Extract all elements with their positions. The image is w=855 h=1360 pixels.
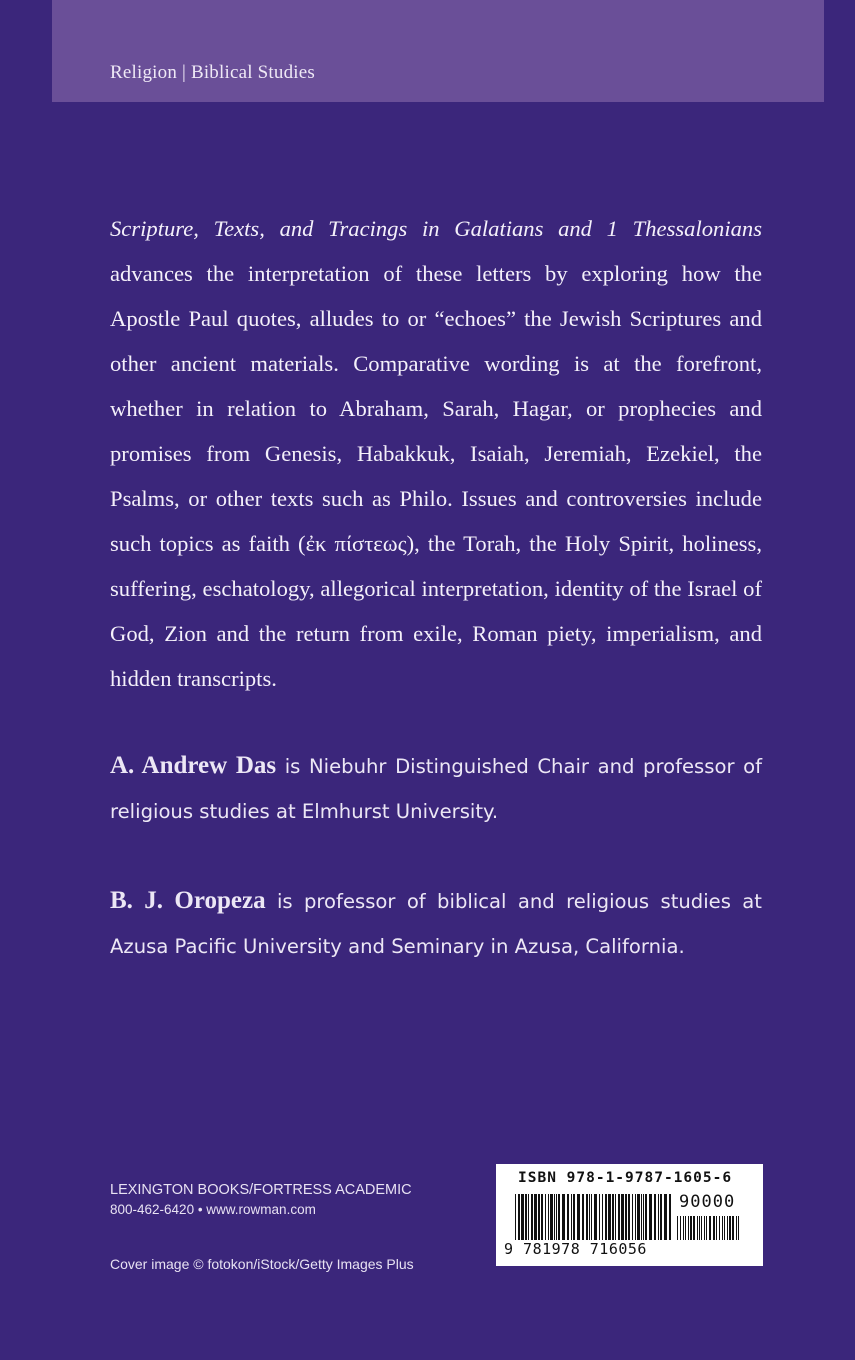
category-label: Religion | Biblical Studies [110, 62, 316, 83]
barcode-addon-bars [677, 1216, 741, 1240]
barcode-digits: 9 781978 716056 [504, 1240, 647, 1258]
author-bio-das [110, 743, 762, 834]
barcode [496, 1164, 763, 1266]
book-description [110, 206, 762, 701]
barcode-addon-number: 90000 [679, 1192, 736, 1212]
book-title: Scripture, Texts, and Tracings in Galatians and 1 Thessalonians [110, 216, 762, 241]
barcode-bars [515, 1194, 673, 1240]
description-text: advances the interpretation of these letters by exploring how the Apostle Paul quotes, alludes to or “echoes” the Jewish Scriptures and other ancient materials. Comparative wording is at the forefront, whether in relation to Abraham, Sarah, Hagar, or prophecies and promises from Genesis, Habakkuk, Isaiah, Jeremiah, Ezekiel, the Psalms, or other texts such as Philo. Issues and controversies include such topics as faith (ἐκ πίστεως), the Torah, the Holy Spirit, holiness, suffering, eschatology, allegorical interpretation, identity of the Israel of God, Zion and the return from exile, Roman piety, imperialism, and hidden transcripts. [110, 261, 762, 691]
publisher-contact: 800-462-6420 • www.rowman.com [110, 1202, 316, 1217]
author-name: A. Andrew Das [110, 752, 277, 779]
author-bio-text: is Niebuhr Distinguished Chair and professor of religious studies at Elmhurst University. [110, 755, 762, 823]
isbn-label: ISBN 978-1-9787-1605-6 [518, 1170, 733, 1186]
category-band [52, 0, 824, 102]
image-credit: Cover image © fotokon/iStock/Getty Images Plus [110, 1256, 414, 1272]
author-name: B. J. Oropeza [110, 887, 266, 914]
author-bio-oropeza [110, 878, 762, 969]
publisher-name: LEXINGTON BOOKS/FORTRESS ACADEMIC [110, 1182, 412, 1198]
author-bio-text: is professor of biblical and religious studies at Azusa Pacific University and Seminary in Azusa, California. [110, 890, 762, 958]
